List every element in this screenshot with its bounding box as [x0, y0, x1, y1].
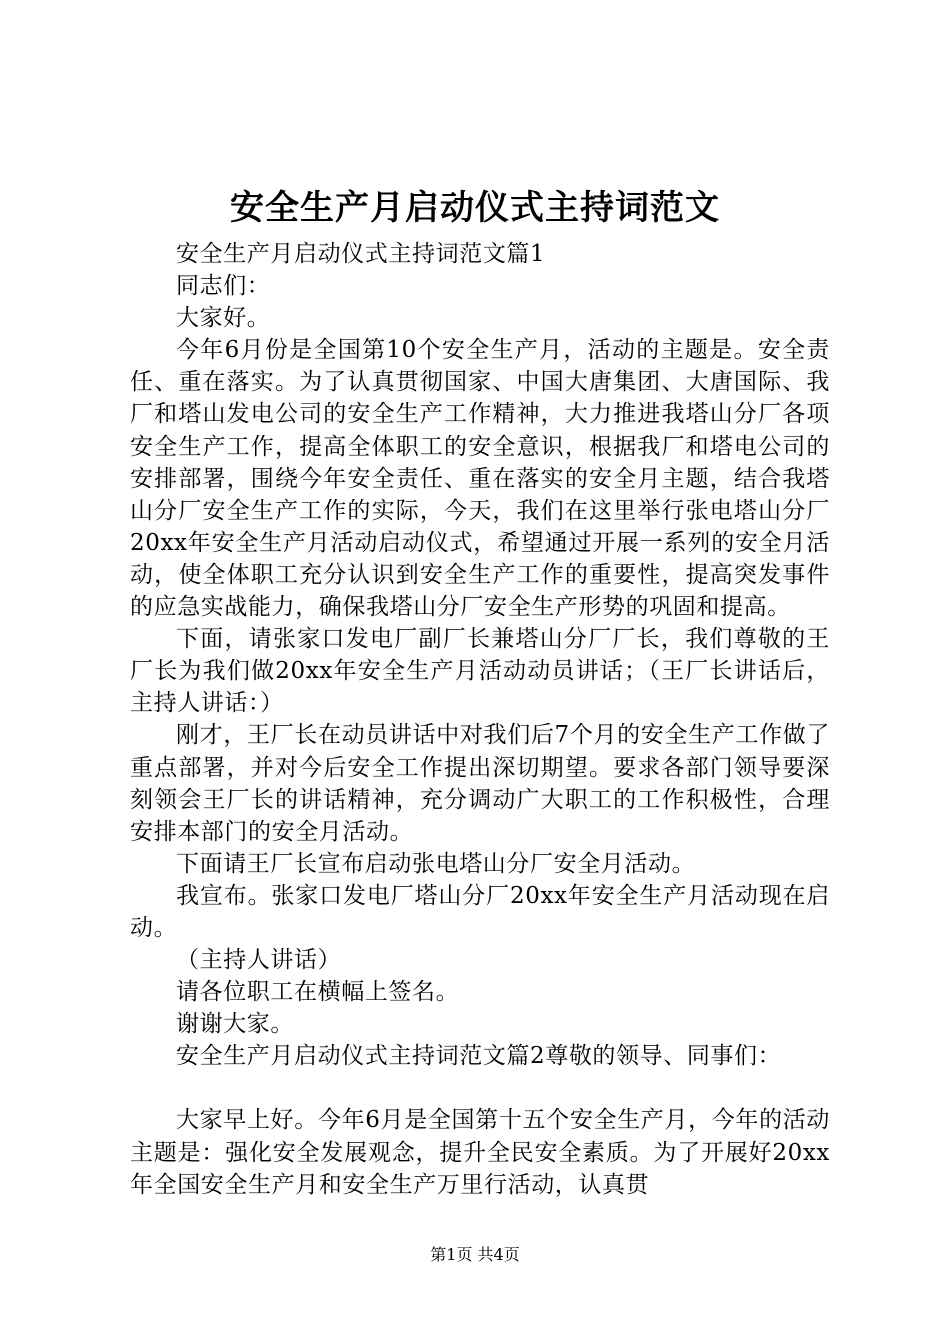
- paragraph-subtitle-1: 安全生产月启动仪式主持词范文篇1: [176, 241, 546, 267]
- document-title: 安全生产月启动仪式主持词范文: [230, 188, 720, 228]
- page-number: 第1页 共4页: [430, 1245, 520, 1264]
- paragraph-greeting: 同志们：: [176, 273, 271, 300]
- paragraph-host-note: （主持人讲话）: [176, 947, 342, 974]
- document-body: [130, 238, 830, 1201]
- paragraph-hello: 大家好。: [176, 305, 271, 332]
- paragraph-thanks: 谢谢大家。: [176, 1011, 294, 1038]
- paragraph-announce-request: 下面请王厂长宣布启动张电塔山分厂安全月活动。: [176, 850, 696, 877]
- paragraph-announcement: 我宣布。张家口发电厂塔山分厂20xx年安全生产月活动现在启动。: [130, 882, 830, 941]
- paragraph-intro: 今年6月份是全国第10个安全生产月，活动的主题是。安全责任、重在落实。为了认真贯彻国家、中国大唐集团、大唐国际、我厂和塔山发电公司的安全生产工作精神，大力推进我塔山分厂各项安全生产工作，提高全体职工的安全意识，根据我厂和塔电公司的安排部署，围绕今年安全责任、重在落实的安全月主题，结合我塔山分厂安全生产工作的实际，今天，我们在这里举行张电塔山分厂20xx年安全生产月活动启动仪式，希望通过开展一系列的安全月活动，使全体职工充分认识到安全生产工作的重要性，提高突发事件的应急实战能力，确保我塔山分厂安全生产形势的巩固和提高。: [130, 337, 830, 621]
- paragraph-signing: 请各位职工在横幅上签名。: [176, 979, 460, 1006]
- paragraph-second-intro: 大家早上好。今年6月是全国第十五个安全生产月，今年的活动主题是：强化安全发展观念，提升全民安全素质。为了开展好20xx年全国安全生产月和安全生产万里行活动，认真贯: [130, 1107, 830, 1198]
- paragraph-invite-speech: 下面，请张家口发电厂副厂长兼塔山分厂厂长，我们尊敬的王厂长为我们做20xx年安全生产月活动动员讲话；（王厂长讲话后，主持人讲话：）: [130, 626, 830, 717]
- paragraph-summary: 刚才，王厂长在动员讲话中对我们后7个月的安全生产工作做了重点部署，并对今后安全工作提出深切期望。要求各部门领导要深刻领会王厂长的讲话精神，充分调动广大职工的工作积极性，合理安排本部门的安全月活动。: [130, 722, 830, 845]
- paragraph-subtitle-2: 安全生产月启动仪式主持词范文篇2尊敬的领导、同事们：: [176, 1043, 782, 1070]
